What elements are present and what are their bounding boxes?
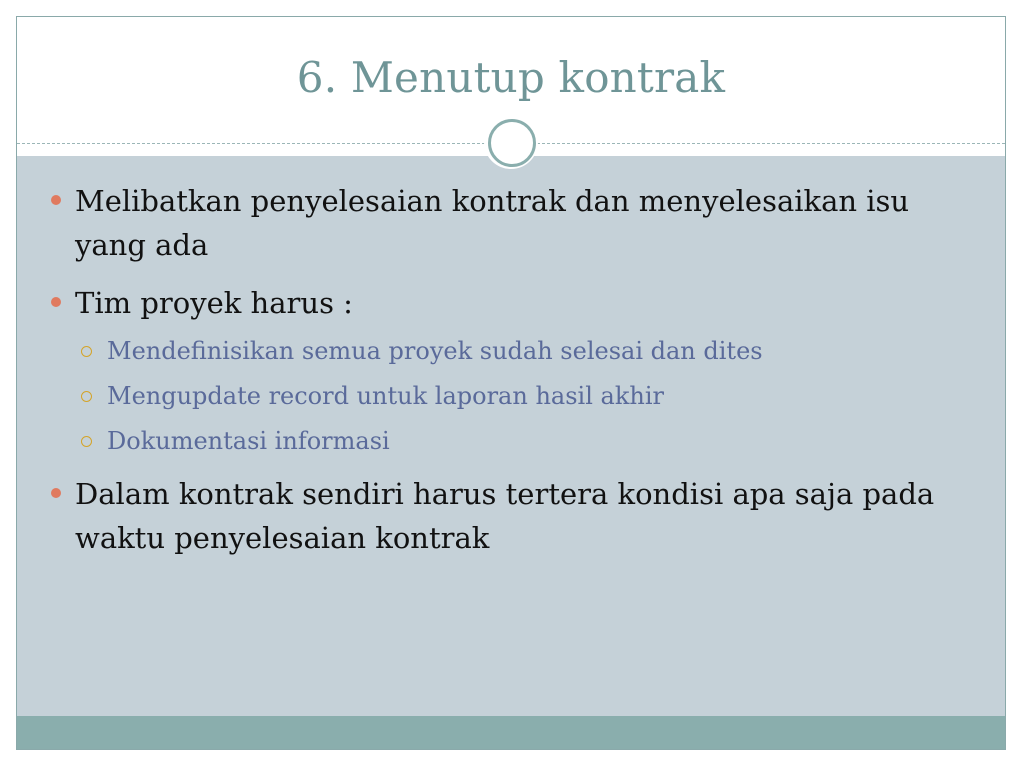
bullet-dot-icon: [51, 488, 61, 498]
bullet-item: [75, 472, 985, 560]
circle-ornament-ring: [488, 119, 536, 167]
subbullet-item: [107, 380, 967, 412]
subbullet-text: Mendefinisikan semua proyek sudah selesai dan dites: [107, 337, 763, 365]
bullet-item: [75, 281, 985, 325]
subbullet-text: Dokumentasi informasi: [107, 427, 390, 455]
bullet-text: Melibatkan penyelesaian kontrak dan menyelesaikan isu yang ada: [75, 184, 910, 262]
hollow-circle-bullet-icon: [81, 346, 92, 357]
slide-title: 6. Menutup kontrak: [296, 53, 726, 102]
footer-bar: [17, 716, 1005, 750]
bullet-text: Dalam kontrak sendiri harus tertera kondisi apa saja pada waktu penyelesaian kontrak: [75, 477, 935, 555]
subbullet-item: [107, 425, 967, 457]
bullet-dot-icon: [51, 195, 61, 205]
slide-frame: [16, 16, 1006, 750]
bullet-item: [75, 179, 985, 267]
bullet-dot-icon: [51, 297, 61, 307]
subbullet-text: Mengupdate record untuk laporan hasil akhir: [107, 382, 664, 410]
subbullet-item: [107, 335, 967, 367]
bullet-text: Tim proyek harus :: [75, 286, 353, 320]
hollow-circle-bullet-icon: [81, 391, 92, 402]
hollow-circle-bullet-icon: [81, 436, 92, 447]
circle-ornament-icon: [484, 115, 538, 169]
